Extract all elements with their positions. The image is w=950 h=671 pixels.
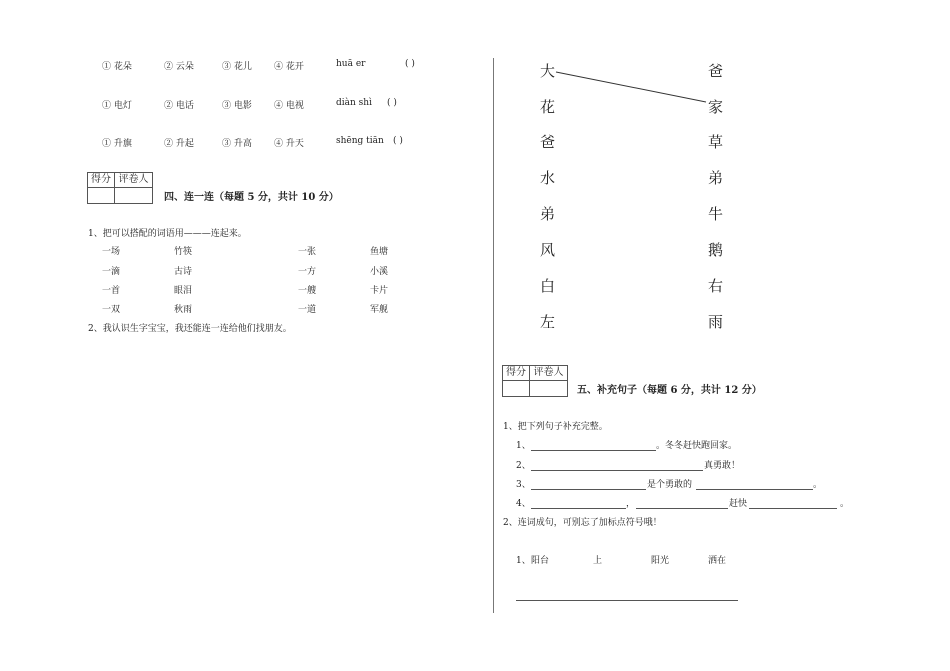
option-2: ② 电话 [164, 101, 194, 111]
sentence-number: 4、 [516, 499, 531, 509]
char-right[interactable]: 家 [708, 98, 724, 116]
word[interactable]: 一道 [298, 305, 317, 315]
sentence-text: 是个勇敢的 [647, 480, 693, 490]
answer-paren[interactable]: ( ) [387, 98, 397, 108]
option-2: ② 升起 [164, 139, 194, 149]
sentence-text: 。 [840, 499, 850, 509]
char-right[interactable]: 草 [708, 133, 724, 151]
score-label: 得分 [503, 366, 530, 380]
word[interactable]: 一方 [298, 267, 317, 277]
char-right[interactable]: 牛 [708, 205, 724, 223]
word[interactable]: 卡片 [370, 286, 389, 296]
char-left[interactable]: 白 [540, 277, 556, 295]
answer-paren[interactable]: ( ) [405, 59, 415, 69]
blank-line[interactable] [531, 489, 646, 490]
word[interactable]: 竹筷 [174, 247, 193, 257]
section-title: 五、补充句子（每题 6 分，共计 12 分） [577, 385, 762, 396]
char-right[interactable]: 鹅 [708, 241, 724, 259]
word: 阳台 [531, 556, 550, 566]
blank-line[interactable] [749, 508, 837, 509]
sentence-text: 真勇敢！ [704, 461, 741, 471]
blank-line[interactable] [636, 508, 728, 509]
sentence-number: 1、 [516, 556, 531, 566]
question-text: 1、把下列句子补充完整。 [503, 422, 608, 432]
char-right[interactable]: 弟 [708, 169, 724, 187]
pinyin: huā er [336, 59, 366, 69]
char-left[interactable]: 弟 [540, 205, 556, 223]
char-left[interactable]: 左 [540, 313, 556, 331]
word[interactable]: 秋雨 [174, 305, 193, 315]
word[interactable]: 小溪 [370, 267, 389, 277]
char-right[interactable]: 雨 [708, 313, 724, 331]
word: 阳光 [651, 556, 670, 566]
option-1: ① 花朵 [102, 62, 132, 72]
pinyin: shēng tiān [336, 136, 384, 146]
grader-label: 评卷人 [118, 174, 149, 185]
option-4: ④ 升天 [274, 139, 304, 149]
sentence-text: 。 [813, 480, 823, 490]
word[interactable]: 眼泪 [174, 286, 193, 296]
word[interactable]: 一张 [298, 247, 317, 257]
char-left[interactable]: 花 [540, 98, 556, 116]
pinyin: diàn shì [336, 98, 372, 108]
word[interactable]: 鱼塘 [370, 247, 389, 257]
option-3: ③ 升高 [222, 139, 252, 149]
sentence-text: 。冬冬赶快跑回家。 [656, 441, 738, 451]
char-right[interactable]: 右 [708, 277, 724, 295]
sentence-text: 赶快 [729, 499, 748, 509]
blank-line[interactable] [696, 489, 813, 490]
option-1: ① 升旗 [102, 139, 132, 149]
score-box [502, 365, 568, 397]
answer-paren[interactable]: ( ) [393, 136, 403, 146]
char-left[interactable]: 风 [540, 241, 556, 259]
question-text: 2、我认识生字宝宝，我还能连一连给他们找朋友。 [88, 324, 292, 334]
word[interactable]: 军舰 [370, 305, 389, 315]
option-3: ③ 花儿 [222, 62, 252, 72]
char-left[interactable]: 大 [540, 62, 556, 80]
question-text: 2、连词成句，可别忘了加标点符号哦！ [503, 518, 662, 528]
option-2: ② 云朵 [164, 62, 194, 72]
blank-line[interactable] [531, 508, 626, 509]
sentence-text: ， [626, 499, 636, 509]
char-right[interactable]: 爸 [708, 62, 724, 80]
sentence-number: 3、 [516, 480, 531, 490]
word[interactable]: 一场 [102, 247, 121, 257]
sentence-number: 1、 [516, 441, 531, 451]
sentence-number: 2、 [516, 461, 531, 471]
char-left[interactable]: 爸 [540, 133, 556, 151]
word: 洒在 [708, 556, 727, 566]
word[interactable]: 古诗 [174, 267, 193, 277]
char-left[interactable]: 水 [540, 169, 556, 187]
score-label: 得分 [88, 173, 115, 187]
grader-label: 评卷人 [533, 367, 564, 378]
option-4: ④ 电视 [274, 101, 304, 111]
word[interactable]: 一首 [102, 286, 121, 296]
answer-line[interactable] [516, 600, 738, 601]
blank-line[interactable] [531, 470, 703, 471]
word[interactable]: 一双 [102, 305, 121, 315]
option-3: ③ 电影 [222, 101, 252, 111]
section-title: 四、连一连（每题 5 分，共计 10 分） [164, 192, 339, 203]
question-text: 1、把可以搭配的词语用———连起来。 [88, 229, 247, 239]
word[interactable]: 一艘 [298, 286, 317, 296]
word[interactable]: 一滴 [102, 267, 121, 277]
blank-line[interactable] [531, 450, 656, 451]
word: 上 [593, 556, 603, 566]
option-4: ④ 花开 [274, 62, 304, 72]
option-1: ① 电灯 [102, 101, 132, 111]
